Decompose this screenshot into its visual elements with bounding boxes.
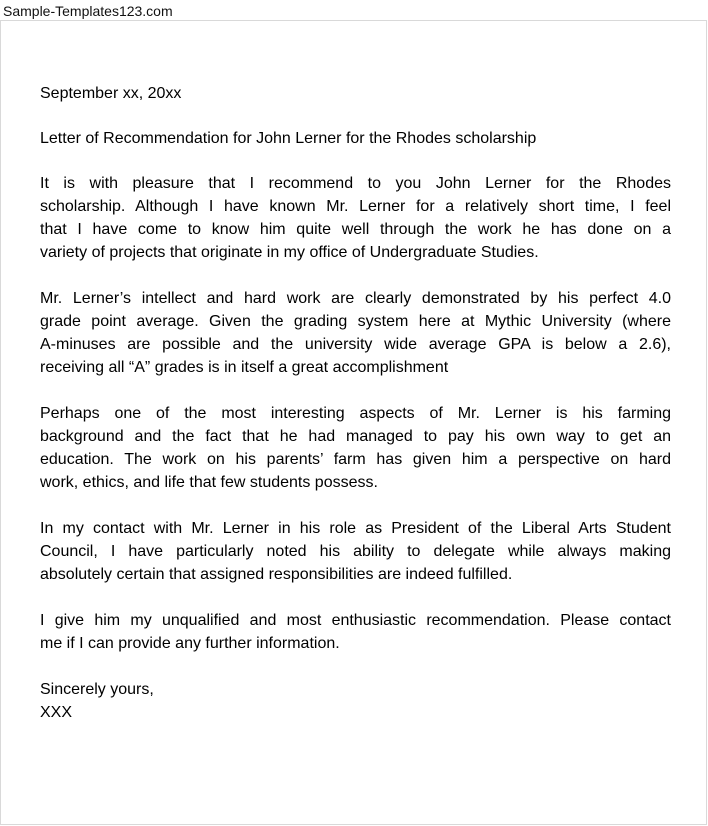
paragraph-line: education. The work on his parents’ farm has given him a perspective on hard (40, 451, 671, 468)
letter-closing: Sincerely yours, (40, 681, 154, 698)
paragraph-line: In my contact with Mr. Lerner in his role as President of the Liberal Arts Student (40, 520, 671, 537)
paragraph-line: scholarship. Although I have known Mr. Lerner for a relatively short time, I feel (40, 198, 671, 215)
paragraph-line: I give him my unqualified and most enthusiastic recommendation. Please contact (40, 612, 671, 629)
paragraph-line: absolutely certain that assigned responsibilities are indeed fulfilled. (40, 566, 513, 583)
paragraph-line: variety of projects that originate in my office of Undergraduate Studies. (40, 244, 539, 261)
paragraph-line: me if I can provide any further information. (40, 635, 340, 652)
paragraph-line: Perhaps one of the most interesting aspects of Mr. Lerner is his farming (40, 405, 671, 422)
paragraph-line: Council, I have particularly noted his ability to delegate while always making (40, 543, 671, 560)
paragraph-5 (40, 609, 671, 655)
paragraph-1 (40, 172, 671, 264)
paragraph-2 (40, 287, 671, 379)
paragraph-line: work, ethics, and life that few students possess. (40, 474, 378, 491)
letter-body (40, 82, 671, 724)
watermark-text: Sample-Templates123.com (3, 3, 173, 19)
paragraph-line: receiving all “A” grades is in itself a great accomplishment (40, 359, 449, 376)
paragraph-line: Mr. Lerner’s intellect and hard work are clearly demonstrated by his perfect 4.0 (40, 290, 671, 307)
paragraph-line: grade point average. Given the grading system here at Mythic University (where (40, 313, 671, 330)
paragraph-line: background and the fact that he had managed to pay his own way to get an (40, 428, 671, 445)
paragraph-4 (40, 517, 671, 586)
letter-date: September xx, 20xx (40, 85, 182, 102)
letter-signature: XXX (40, 704, 73, 721)
paragraph-line: A-minuses are possible and the university wide average GPA is below a 2.6), (40, 336, 671, 353)
paragraph-3 (40, 402, 671, 494)
letter-subject: Letter of Recommendation for John Lerner for the Rhodes scholarship (40, 130, 537, 147)
paragraph-line: that I have come to know him quite well through the work he has done on a (40, 221, 671, 238)
paragraph-line: It is with pleasure that I recommend to you John Lerner for the Rhodes (40, 175, 671, 192)
